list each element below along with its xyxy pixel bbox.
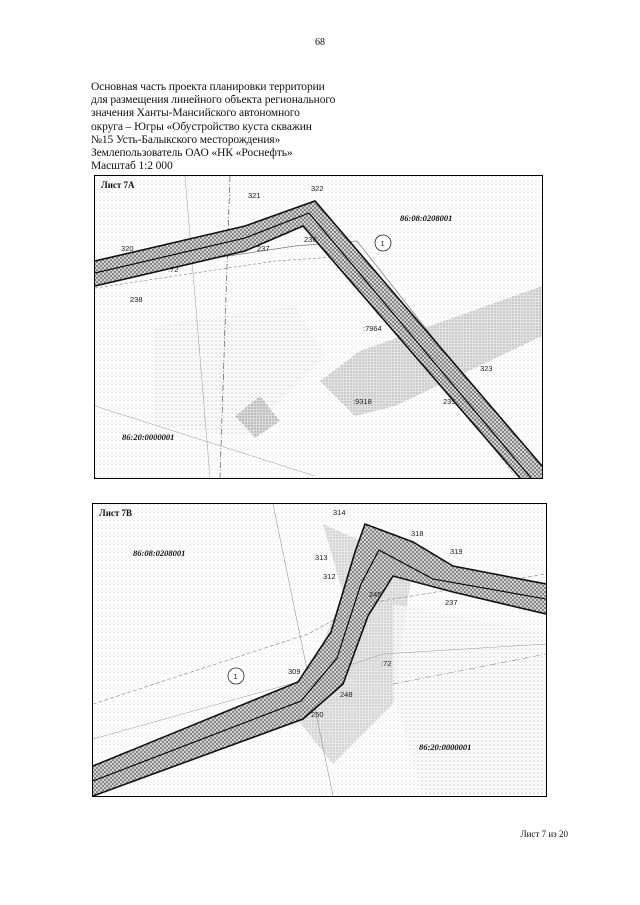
map-sheet-7a <box>94 175 543 479</box>
parcel-area <box>393 604 546 796</box>
parcel-number: :9318 <box>353 397 372 406</box>
parcel-number: :72 <box>381 659 392 668</box>
cadastral-number: 86:20:0000001 <box>122 432 175 442</box>
point-label: 238 <box>130 295 143 304</box>
point-label: 235 <box>443 397 456 406</box>
point-label: 321 <box>248 191 261 200</box>
page-number: 68 <box>315 37 325 48</box>
header-line: для размещения линейного объекта регионального <box>91 94 336 107</box>
point-label: 319 <box>450 547 463 556</box>
parcel-number: :7964 <box>363 324 382 333</box>
point-label: 250 <box>311 710 324 719</box>
point-label: 322 <box>311 184 324 193</box>
header-line: Основная часть проекта планировки территории <box>91 81 325 93</box>
point-label: 323 <box>480 364 493 373</box>
document-header <box>91 81 391 173</box>
parcel-number: :72 <box>168 265 179 274</box>
sheet-label: Лист 7А <box>101 180 135 190</box>
scale-line: Масштаб 1:2 000 <box>91 160 173 173</box>
point-label: 245 <box>369 590 382 599</box>
point-label: 312 <box>323 572 336 581</box>
point-label: 313 <box>315 553 328 562</box>
map-sheet-7b-drawing <box>93 504 546 796</box>
point-label: 237 <box>445 598 458 607</box>
point-label: 318 <box>411 529 424 538</box>
cadastral-number: 86:08:0208001 <box>400 213 453 223</box>
header-line: значения Ханты-Мансийского автономного <box>91 107 300 120</box>
map-sheet-7b <box>92 503 547 797</box>
point-label: 248 <box>340 690 353 699</box>
header-line: №15 Усть-Балыкского месторождения» <box>91 133 281 146</box>
point-label: 320 <box>121 244 134 253</box>
sheet-counter: Лист 7 из 20 <box>520 829 568 839</box>
cadastral-number: 86:20:0000001 <box>419 742 472 752</box>
header-line: округа – Югры «Обустройство куста скважин <box>91 120 312 133</box>
callout-number: 1 <box>233 672 238 681</box>
callout-number: 1 <box>380 239 385 248</box>
point-label: 236 <box>304 235 317 244</box>
point-label: 309 <box>288 667 301 676</box>
header-line: Землепользователь ОАО «НК «Роснефть» <box>91 147 293 160</box>
sheet-label: Лист 7В <box>99 508 133 518</box>
point-label: 237 <box>257 244 270 253</box>
cadastral-number: 86:08:0208001 <box>133 548 186 558</box>
map-sheet-7a-drawing <box>95 176 542 478</box>
point-label: 314 <box>333 508 346 517</box>
